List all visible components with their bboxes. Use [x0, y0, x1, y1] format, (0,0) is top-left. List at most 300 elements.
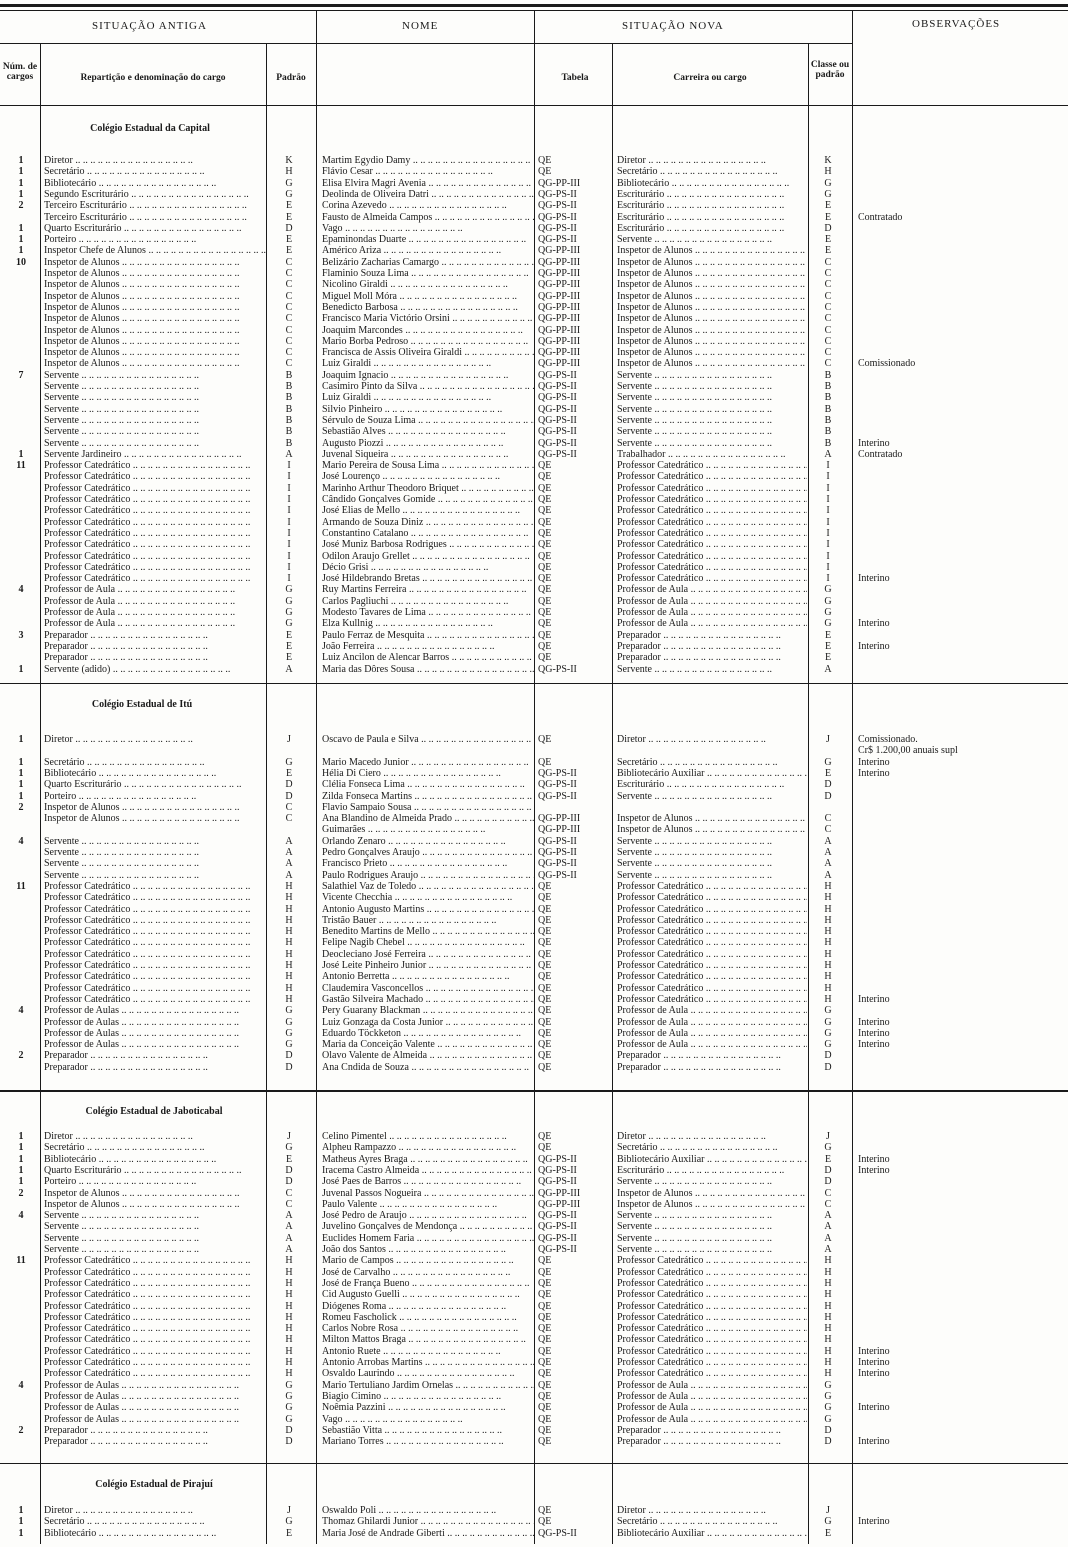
tabela: QE: [538, 471, 552, 483]
employee-name: Oswaldo Poli .. ..: [322, 1505, 534, 1516]
cargo-title: Professor Catedrático .. ..: [44, 1289, 266, 1300]
tabela: QG-PS-II: [538, 1221, 577, 1233]
classe: H: [824, 1334, 832, 1346]
carreira: Inspetor de Alunos .. ..: [617, 257, 807, 268]
classe: E: [824, 211, 832, 223]
employee-name: Sérvulo de Souza Lima .. ..: [322, 415, 534, 426]
classe: C: [824, 335, 832, 347]
cargo-title: Professor de Aula .. ..: [44, 607, 266, 618]
cargo-title: Preparador .. ..: [44, 630, 266, 641]
tabela: QE: [538, 1334, 552, 1346]
carreira: Professor Catedrático .. ..: [617, 573, 807, 584]
cargo-title: Inspetor de Alunos .. ..: [44, 313, 266, 324]
tabela: QE: [538, 1027, 552, 1039]
table-row: [0, 245, 1068, 256]
table-row: [0, 791, 1068, 802]
classe: E: [824, 767, 832, 779]
cargo-title: Professor Catedrático .. ..: [44, 1334, 266, 1345]
padrao: I: [287, 539, 291, 551]
employee-name: Pery Guarany Blackman .. ..: [322, 1005, 534, 1016]
padrao: G: [285, 1379, 293, 1391]
classe: G: [824, 1005, 832, 1017]
tabela: QG-PP-III: [538, 268, 581, 279]
table-row: [0, 734, 1068, 745]
table-row: [0, 652, 1068, 663]
table-row: [0, 1334, 1068, 1345]
classe: J: [826, 1131, 830, 1142]
classe: A: [824, 869, 832, 881]
classe: H: [824, 1300, 832, 1312]
padrao: B: [285, 392, 293, 404]
employee-name: Benedicto Barbosa .. ..: [322, 302, 534, 313]
table-row: [0, 528, 1068, 539]
carreira: Professor Catedrático .. ..: [617, 494, 807, 505]
classe: H: [824, 1345, 832, 1357]
cargo-title: Professor Catedrático .. ..: [44, 1312, 266, 1323]
cargo-title: Professor Catedrático .. ..: [44, 971, 266, 982]
tabela: QG-PS-II: [538, 847, 577, 858]
employee-name: José Pedro de Araujo .. ..: [322, 1210, 534, 1221]
cargo-title: Professor Catedrático .. ..: [44, 551, 266, 562]
carreira: Preparador .. ..: [617, 641, 807, 652]
cargo-title: Porteiro .. ..: [44, 791, 266, 802]
carreira: Professor Catedrático .. ..: [617, 551, 807, 562]
padrao: C: [285, 268, 293, 279]
table-row: [0, 404, 1068, 415]
observacao: Interino: [858, 573, 890, 585]
carreira: Professor Catedrático .. ..: [617, 1346, 807, 1357]
employee-name: Ana Cndida de Souza .. ..: [322, 1062, 534, 1073]
carreira: Professor Catedrático .. ..: [617, 994, 807, 1005]
table-row: [0, 824, 1068, 835]
classe: H: [824, 971, 832, 983]
padrao: I: [287, 505, 291, 517]
tabela: QG-PS-II: [538, 437, 577, 449]
tabela: QE: [538, 1266, 552, 1278]
observacao: Interino: [858, 640, 890, 652]
classe: H: [824, 948, 832, 960]
employee-name: Mario Macedo Junior .. ..: [322, 757, 534, 768]
classe: D: [824, 1436, 832, 1448]
employee-name: Juvelino Gonçalves de Mendonça .. ..: [322, 1221, 534, 1232]
employee-name: Décio Grisi .. ..: [322, 562, 534, 573]
tabela: QE: [538, 993, 552, 1005]
tabela: QE: [538, 1413, 552, 1425]
cargo-title: Servente .. ..: [44, 1221, 266, 1232]
table-row: [0, 336, 1068, 347]
padrao: H: [285, 960, 293, 971]
employee-name: Mario Tertuliano Jardim Ornelas .. ..: [322, 1380, 534, 1391]
cargo-title: Bibliotecário .. ..: [44, 178, 266, 189]
table-row: [0, 1402, 1068, 1413]
employee-name: Joaquim Ignacio .. ..: [322, 370, 534, 381]
padrao: C: [285, 1198, 293, 1210]
employee-name: Joaquim Marcondes .. ..: [322, 325, 534, 336]
table-row: [0, 426, 1068, 437]
employee-name: Celino Pimentel .. ..: [322, 1131, 534, 1142]
padrao: J: [287, 734, 291, 745]
carreira: Professor Catedrático .. ..: [617, 1289, 807, 1300]
tabela: QE: [538, 892, 552, 904]
cargo-count: 4: [18, 1210, 24, 1222]
classe: I: [826, 527, 830, 539]
cargo-title: Terceiro Escriturário .. ..: [44, 200, 266, 211]
carreira: Professor de Aula .. ..: [617, 584, 807, 595]
table-row: [0, 483, 1068, 494]
padrao: A: [285, 1232, 293, 1244]
padrao: H: [285, 971, 293, 983]
classe: G: [824, 177, 832, 189]
cargo-title: Professor Catedrático .. ..: [44, 926, 266, 937]
padrao: I: [287, 482, 291, 494]
tabela: QG-PS-II: [538, 403, 577, 415]
classe: D: [824, 1424, 832, 1436]
cargo-title: Professor Catedrático .. ..: [44, 494, 266, 505]
header-mid-rule: [0, 43, 852, 44]
header-tabela: Tabela: [561, 73, 589, 83]
cargo-count: 11: [16, 460, 26, 472]
cargo-count: 1: [18, 1176, 24, 1188]
carreira: Inspetor de Alunos .. ..: [617, 313, 807, 324]
employee-name: José Muniz Barbosa Rodrigues .. ..: [322, 539, 534, 550]
cargo-title: Servente .. ..: [44, 836, 266, 847]
header-classe: Classe ou padrão: [810, 60, 850, 80]
carreira: Bibliotecário Auxiliar .. ..: [617, 1528, 807, 1539]
classe: D: [824, 1061, 832, 1073]
cargo-title: Professor de Aulas .. ..: [44, 1380, 266, 1391]
tabela: QG-PS-II: [538, 1153, 577, 1165]
table-row: [0, 1425, 1068, 1436]
padrao: G: [285, 1402, 293, 1414]
tabela: QG-PP-III: [538, 347, 581, 359]
padrao: D: [285, 1176, 293, 1188]
tabela: QG-PS-II: [538, 448, 577, 460]
table-row: [0, 1357, 1068, 1368]
padrao: A: [285, 1244, 293, 1255]
employee-name: Modesto Tavares de Lima .. ..: [322, 607, 534, 618]
cargo-title: Servente .. ..: [44, 438, 266, 449]
cargo-title: Professor de Aulas .. ..: [44, 1391, 266, 1402]
carreira: Servente .. ..: [617, 836, 807, 847]
table-row: [0, 460, 1068, 471]
padrao: C: [285, 290, 293, 302]
carreira: Professor Catedrático .. ..: [617, 926, 807, 937]
cargo-title: Professor de Aula .. ..: [44, 596, 266, 607]
table-row: [0, 630, 1068, 641]
cargo-title: Professor Catedrático .. ..: [44, 1323, 266, 1334]
tabela: QG-PS-II: [538, 381, 577, 392]
classe: B: [824, 437, 832, 449]
tabela: QE: [538, 1390, 552, 1402]
tabela: QE: [538, 640, 552, 652]
padrao: G: [285, 1142, 293, 1154]
padrao: H: [285, 914, 293, 926]
tabela: QE: [538, 595, 552, 607]
table-row: [0, 768, 1068, 779]
employee-name: Augusto Piozzi .. ..: [322, 438, 534, 449]
carreira: Servente .. ..: [617, 847, 807, 858]
classe: J: [826, 1505, 830, 1516]
padrao: G: [285, 177, 293, 189]
carreira: Professor de Aula .. ..: [617, 1017, 807, 1028]
cargo-title: Inspetor de Alunos .. ..: [44, 1188, 266, 1199]
classe: G: [824, 1379, 832, 1391]
carreira: Diretor .. ..: [617, 155, 807, 166]
employee-name: Mario de Campos .. ..: [322, 1255, 534, 1266]
padrao: I: [287, 494, 291, 505]
cargo-count: 1: [18, 756, 24, 768]
table-row: [0, 1142, 1068, 1153]
padrao: A: [285, 835, 293, 847]
carreira: Servente .. ..: [617, 1221, 807, 1232]
classe: C: [824, 256, 832, 268]
classe: I: [826, 550, 830, 562]
classe: G: [824, 756, 832, 768]
employee-name: Olavo Valente de Almeida .. ..: [322, 1050, 534, 1061]
table-row: [0, 178, 1068, 189]
classe: H: [824, 960, 832, 971]
cargo-title: Servente (adido) .. ..: [44, 664, 266, 675]
table-row: [0, 313, 1068, 324]
padrao: H: [285, 892, 293, 904]
employee-name: Antonio Berretta .. ..: [322, 971, 534, 982]
classe: E: [824, 652, 832, 664]
cargo-title: Diretor .. ..: [44, 1131, 266, 1142]
cargo-count: 1: [18, 1516, 24, 1528]
tabela: QE: [538, 1311, 552, 1323]
classe: I: [826, 516, 830, 528]
cargo-title: Professor Catedrático .. ..: [44, 937, 266, 948]
classe: G: [824, 1390, 832, 1402]
tabela: QE: [538, 937, 552, 949]
tabela: QE: [538, 1402, 552, 1414]
carreira: Inspetor de Alunos .. ..: [617, 302, 807, 313]
tabela: QE: [538, 527, 552, 539]
table-row: [0, 325, 1068, 336]
tabela: QE: [538, 1516, 552, 1528]
observacao: Interino: [858, 767, 890, 779]
tabela: QG-PS-II: [538, 767, 577, 779]
padrao: H: [285, 903, 293, 915]
padrao: I: [287, 460, 291, 472]
padrao: C: [285, 801, 293, 813]
classe: E: [824, 640, 832, 652]
padrao: E: [285, 245, 293, 257]
table-row: [0, 551, 1068, 562]
cargo-title: Inspetor de Alunos .. ..: [44, 813, 266, 824]
tabela: QE: [538, 971, 552, 983]
padrao: G: [285, 756, 293, 768]
cargo-count: 1: [18, 1505, 24, 1516]
employee-name: Carlos Pagliuchi .. ..: [322, 596, 534, 607]
carreira: Professor Catedrático .. ..: [617, 562, 807, 573]
header-num-cargos: Núm. de cargos: [2, 62, 38, 82]
classe: C: [824, 813, 832, 825]
cargo-count: 1: [18, 166, 24, 178]
table-row: [0, 584, 1068, 595]
observacao: Interino: [858, 1016, 890, 1028]
table-row: [0, 596, 1068, 607]
tabela: QG-PP-III: [538, 1187, 581, 1199]
cargo-title: Professor de Aulas .. ..: [44, 1039, 266, 1050]
padrao: G: [285, 1390, 293, 1402]
tabela: QE: [538, 166, 552, 178]
table-row: [0, 517, 1068, 528]
carreira: Servente .. ..: [617, 791, 807, 802]
cargo-title: Quarto Escriturário .. ..: [44, 1165, 266, 1176]
cargo-title: Servente .. ..: [44, 404, 266, 415]
observacao: Cr$ 1.200,00 anuais supl: [858, 745, 958, 757]
classe: B: [824, 392, 832, 404]
carreira: Professor Catedrático .. ..: [617, 960, 807, 971]
tabela: QE: [538, 756, 552, 768]
employee-name: Juvenal Passos Nogueira .. ..: [322, 1188, 534, 1199]
employee-name: Constantino Catalano .. ..: [322, 528, 534, 539]
observacao: Interino: [858, 437, 890, 449]
carreira: Preparador .. ..: [617, 652, 807, 663]
padrao: G: [285, 584, 293, 596]
carreira: Servente .. ..: [617, 1233, 807, 1244]
padrao: E: [285, 640, 293, 652]
tabela: QG-PS-II: [538, 790, 577, 802]
table-row: [0, 1368, 1068, 1379]
table-row: [0, 438, 1068, 449]
cargo-title: Professor Catedrático .. ..: [44, 573, 266, 584]
carreira: Servente .. ..: [617, 870, 807, 881]
cargo-title: Professor Catedrático .. ..: [44, 528, 266, 539]
padrao: I: [287, 561, 291, 573]
cargo-count: 1: [18, 1527, 24, 1539]
table-row: [0, 960, 1068, 971]
cargo-count: 1: [18, 779, 24, 791]
table-row: [0, 268, 1068, 279]
padrao: H: [285, 1334, 293, 1346]
employee-name: Oscavo de Paula e Silva .. ..: [322, 734, 534, 745]
classe: H: [824, 982, 832, 994]
cargo-title: Servente .. ..: [44, 1210, 266, 1221]
classe: C: [824, 324, 832, 336]
tabela: QG-PP-III: [538, 335, 581, 347]
classe: H: [824, 1357, 832, 1368]
classe: A: [824, 448, 832, 460]
table-row: [0, 1391, 1068, 1402]
padrao: H: [285, 982, 293, 994]
employee-name: Flaminio Souza Lima .. ..: [322, 268, 534, 279]
padrao: B: [285, 437, 293, 449]
cargo-title: Professor Catedrático .. ..: [44, 1368, 266, 1379]
employee-name: Mario Borba Pedroso .. ..: [322, 336, 534, 347]
classe: G: [824, 1402, 832, 1414]
tabela: QE: [538, 155, 552, 166]
padrao: E: [285, 652, 293, 664]
padrao: E: [285, 200, 293, 212]
employee-name: Silvio Pinheiro .. ..: [322, 404, 534, 415]
classe: C: [824, 1198, 832, 1210]
tabela: QE: [538, 539, 552, 551]
cargo-title: Professor Catedrático .. ..: [44, 960, 266, 971]
cargo-count: 10: [16, 256, 26, 268]
table-row: [0, 1039, 1068, 1050]
padrao: D: [285, 1424, 293, 1436]
header-situacao-nova: SITUAÇÃO NOVA: [622, 20, 724, 32]
employee-name: Nicolino Giraldi .. ..: [322, 279, 534, 290]
classe: I: [826, 494, 830, 505]
classe: G: [824, 188, 832, 200]
employee-name: João dos Santos .. ..: [322, 1244, 534, 1255]
cargo-title: Preparador .. ..: [44, 1050, 266, 1061]
employee-name: Maria das Dôres Sousa .. ..: [322, 664, 534, 675]
cargo-title: Bibliotecário .. ..: [44, 1528, 266, 1539]
padrao: G: [285, 1516, 293, 1528]
classe: I: [826, 482, 830, 494]
table-row: [0, 200, 1068, 211]
tabela: QG-PP-III: [538, 1198, 581, 1210]
table-row: [0, 1436, 1068, 1447]
padrao: E: [285, 767, 293, 779]
carreira: Escriturário .. ..: [617, 212, 807, 223]
tabela: QE: [538, 550, 552, 562]
tabela: QG-PP-III: [538, 324, 581, 336]
header-situacao-antiga: SITUAÇÃO ANTIGA: [92, 20, 207, 32]
table-row: [0, 234, 1068, 245]
employee-name: João Ferreira .. ..: [322, 641, 534, 652]
employee-name: Juvenal Siqueira .. ..: [322, 449, 534, 460]
classe: E: [824, 245, 832, 257]
classe: B: [824, 414, 832, 426]
tabela: QG-PS-II: [538, 1164, 577, 1176]
employee-name: Elza Kullnig .. ..: [322, 618, 534, 629]
carreira: Professor Catedrático .. ..: [617, 971, 807, 982]
table-row: [0, 279, 1068, 290]
padrao: A: [285, 847, 293, 858]
classe: G: [824, 1039, 832, 1051]
cargo-title: Inspetor de Alunos .. ..: [44, 302, 266, 313]
section-divider: [0, 683, 1068, 684]
carreira: Inspetor de Alunos .. ..: [617, 1199, 807, 1210]
padrao: C: [285, 358, 293, 370]
table-row: [0, 1278, 1068, 1289]
employee-name: Sebastião Alves .. ..: [322, 426, 534, 437]
cargo-count: 1: [18, 1142, 24, 1154]
employee-name: Pedro Gonçalves Araujo .. ..: [322, 847, 534, 858]
carreira: Secretário .. ..: [617, 1516, 807, 1527]
padrao: C: [285, 347, 293, 359]
employee-name: Paulo Valente .. ..: [322, 1199, 534, 1210]
section-divider: [0, 1463, 1068, 1464]
table-row: [0, 381, 1068, 392]
cargo-title: Inspetor de Alunos .. ..: [44, 347, 266, 358]
carreira: Servente .. ..: [617, 1244, 807, 1255]
carreira: Escriturário .. ..: [617, 223, 807, 234]
carreira: Inspetor de Alunos .. ..: [617, 279, 807, 290]
header-carreira: Carreira ou cargo: [673, 73, 747, 83]
classe: H: [824, 914, 832, 926]
classe: G: [824, 1516, 832, 1528]
cargo-title: Servente Jardineiro .. ..: [44, 449, 266, 460]
carreira: Professor Catedrático .. ..: [617, 1278, 807, 1289]
table-row: [0, 915, 1068, 926]
header-reparticao: Repartição e denominação do cargo: [80, 73, 226, 83]
cargo-count: 2: [18, 200, 24, 212]
table-row: [0, 745, 1068, 756]
tabela: QG-PS-II: [538, 858, 577, 870]
classe: D: [824, 1164, 832, 1176]
classe: G: [824, 1027, 832, 1039]
table-row: [0, 1050, 1068, 1061]
carreira: Professor Catedrático .. ..: [617, 528, 807, 539]
carreira: Inspetor de Alunos .. ..: [617, 1188, 807, 1199]
employee-name: Mario Pereira de Sousa Lima .. ..: [322, 460, 534, 471]
